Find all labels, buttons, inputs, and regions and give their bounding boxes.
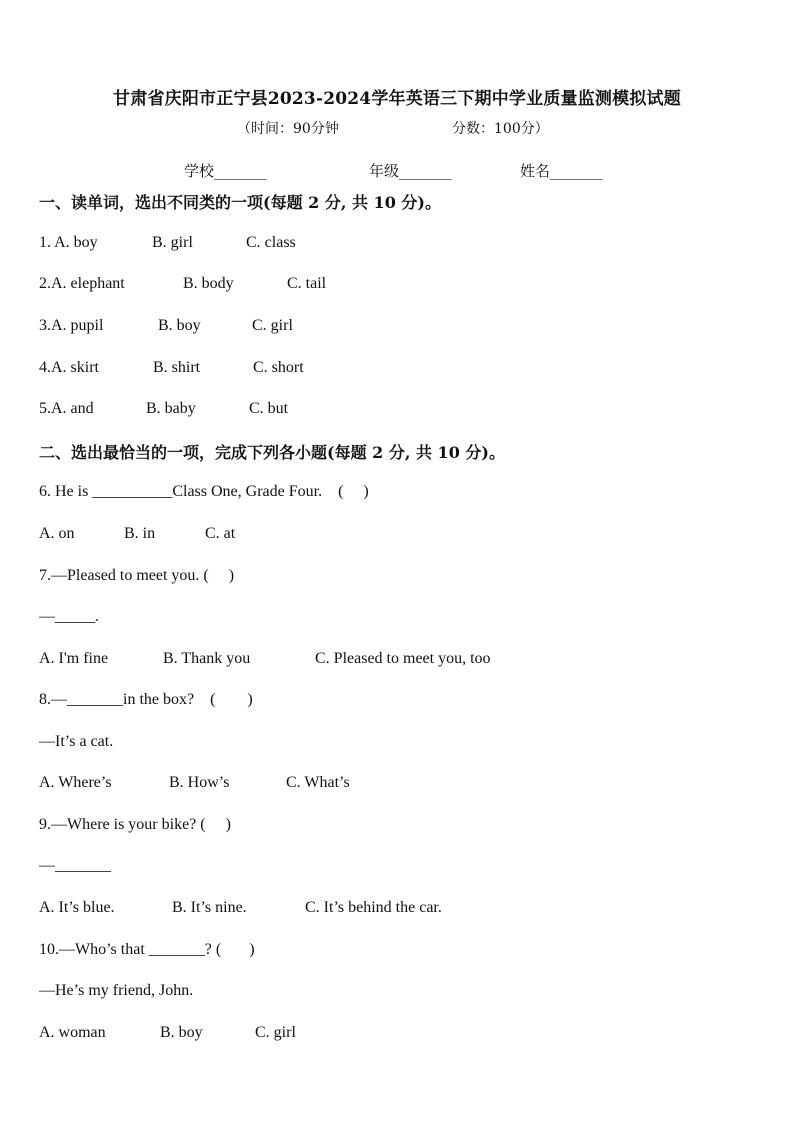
- grade-field: 年级_______: [369, 162, 452, 180]
- q7-option-b: B. Thank you: [163, 650, 251, 667]
- q1-option-b: B. girl: [152, 234, 193, 251]
- name-field: 姓名_______: [520, 162, 603, 180]
- q8-option-a: A. Where’s: [39, 774, 112, 791]
- q4-option-c: C. short: [253, 359, 304, 376]
- q10-option-c: C. girl: [255, 1024, 296, 1041]
- q6-option-b: B. in: [124, 525, 156, 542]
- q9-option-a: A. It’s blue.: [39, 899, 115, 916]
- time-limit: （时间：90分钟: [237, 121, 339, 137]
- q5-option-c: C. but: [249, 400, 289, 417]
- q5-option-b: B. baby: [146, 400, 196, 417]
- page-title: 甘肃省庆阳市正宁县2023-2024学年英语三下期中学业质量监测模拟试题: [113, 89, 681, 109]
- q4-option-b: B. shirt: [153, 359, 201, 376]
- q7-stem: 7.—Pleased to meet you. ( ): [39, 567, 235, 584]
- q6-stem: 6. He is __________Class One, Grade Four. ( ): [39, 483, 369, 500]
- q2-option-a: 2.A. elephant: [39, 275, 125, 292]
- q3-option-c: C. girl: [252, 317, 293, 334]
- q9-stem: 9.—Where is your bike? ( ): [39, 816, 231, 833]
- q8-option-c: C. What’s: [286, 774, 350, 791]
- q8-option-b: B. How’s: [169, 774, 230, 791]
- q10-stem: 10.—Who’s that _______? ( ): [39, 941, 255, 958]
- q2-option-c: C. tail: [287, 275, 327, 292]
- section-2-heading: 二、选出最恰当的一项，完成下列各小题(每题 2 分, 共 10 分)。: [39, 443, 505, 462]
- q10-reply: —He’s my friend, John.: [39, 982, 194, 999]
- q1-option-a: 1. A. boy: [39, 234, 98, 251]
- q3-option-b: B. boy: [158, 317, 201, 334]
- section-1-heading: 一、读单词，选出不同类的一项(每题 2 分, 共 10 分)。: [39, 193, 441, 212]
- q10-option-b: B. boy: [160, 1024, 203, 1041]
- q7-reply: —_____.: [39, 608, 99, 625]
- q2-option-b: B. body: [183, 275, 234, 292]
- q3-option-a: 3.A. pupil: [39, 317, 104, 334]
- q6-option-c: C. at: [205, 525, 236, 542]
- q9-option-c: C. It’s behind the car.: [305, 899, 442, 916]
- q9-option-b: B. It’s nine.: [172, 899, 247, 916]
- q4-option-a: 4.A. skirt: [39, 359, 99, 376]
- total-score: 分数：100分）: [452, 121, 549, 137]
- q9-reply: —_______: [39, 857, 111, 874]
- q6-option-a: A. on: [39, 525, 75, 542]
- q8-reply: —It’s a cat.: [39, 733, 114, 750]
- q10-option-a: A. woman: [39, 1024, 106, 1041]
- q8-stem: 8.—_______in the box? ( ): [39, 691, 253, 708]
- q1-option-c: C. class: [246, 234, 296, 251]
- school-field: 学校_______: [184, 162, 267, 180]
- q7-option-a: A. I'm fine: [39, 650, 109, 667]
- q5-option-a: 5.A. and: [39, 400, 94, 417]
- q7-option-c: C. Pleased to meet you, too: [315, 650, 491, 667]
